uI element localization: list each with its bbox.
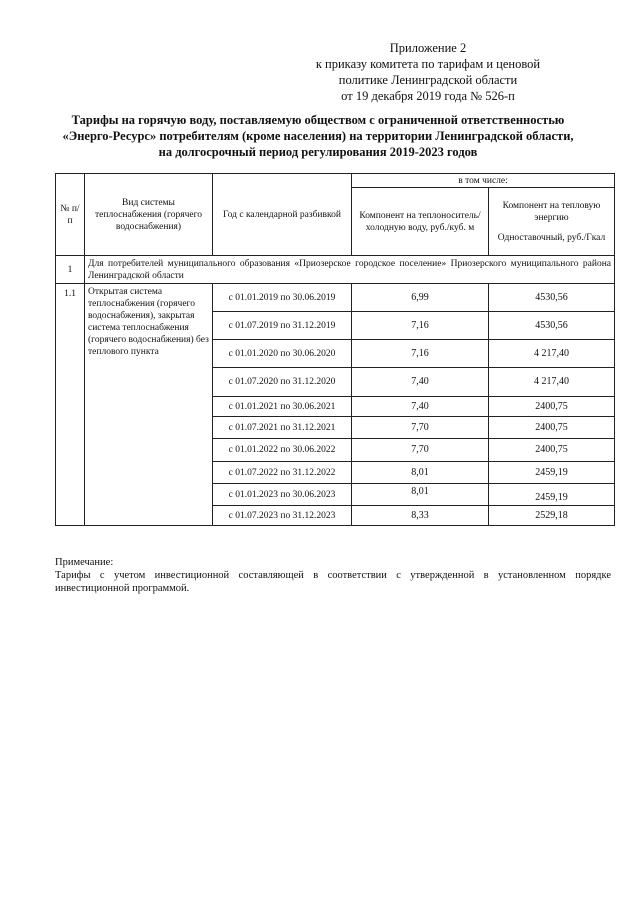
appendix-line: Приложение 2 <box>389 41 467 55</box>
energy-value: 4 217,40 <box>489 368 615 397</box>
header-energy-subtitle: Одноставочный, руб./Гкал <box>497 232 606 243</box>
energy-value: 4530,56 <box>489 284 615 312</box>
carrier-value: 8,01 <box>352 462 489 484</box>
period-cell: с 01.07.2021 по 31.12.2021 <box>213 417 352 439</box>
energy-value: 4530,56 <box>489 312 615 340</box>
energy-value: 2459,19 <box>489 484 615 506</box>
energy-value: 2400,75 <box>489 439 615 462</box>
period-cell: с 01.07.2023 по 31.12.2023 <box>213 506 352 526</box>
title-line: Тарифы на горячую воду, поставляемую обществом с ограниченной ответственностью <box>71 113 565 127</box>
header-system-type: Вид системы теплоснабжения (горячего водоснабжения) <box>85 174 213 256</box>
subgroup-system-type: Открытая система теплоснабжения (горячего водоснабжения), закрытая система теплоснабжения (горячего водоснабжения) без теплового пункта <box>85 284 213 526</box>
header-row <box>56 174 615 188</box>
period-cell: с 01.01.2023 по 30.06.2023 <box>213 484 352 506</box>
appendix-line: политике Ленинградской области <box>338 73 518 87</box>
carrier-value: 6,99 <box>352 284 489 312</box>
note-section <box>55 556 611 595</box>
header-energy-title: Компонент на тепловую энергию <box>502 200 601 223</box>
document-title <box>40 112 596 160</box>
period-cell: с 01.01.2020 по 30.06.2020 <box>213 340 352 368</box>
carrier-value: 7,40 <box>352 397 489 417</box>
carrier-value: 7,70 <box>352 417 489 439</box>
carrier-value: 7,16 <box>352 312 489 340</box>
title-line: «Энерго-Ресурс» потребителям (кроме населения) на территории Ленинградской области, <box>62 129 574 143</box>
header-energy-component <box>489 188 615 256</box>
carrier-value: 7,40 <box>352 368 489 397</box>
appendix-line: к приказу комитета по тарифам и ценовой <box>315 57 541 71</box>
period-cell: с 01.01.2022 по 30.06.2022 <box>213 439 352 462</box>
header-num: № п/п <box>56 174 85 256</box>
energy-value: 4 217,40 <box>489 340 615 368</box>
subgroup-num: 1.1 <box>56 284 85 526</box>
title-line: на долгосрочный период регулирования 2019-2023 годов <box>158 145 478 159</box>
period-cell: с 01.01.2019 по 30.06.2019 <box>213 284 352 312</box>
carrier-value: 7,16 <box>352 340 489 368</box>
carrier-value: 8,01 <box>352 484 489 506</box>
group-row <box>56 256 615 284</box>
energy-value: 2400,75 <box>489 417 615 439</box>
group-description: Для потребителей муниципального образования «Приозерское городское поселение» Приозерского муниципального района Ленинградской области <box>85 256 615 284</box>
period-cell: с 01.07.2019 по 31.12.2019 <box>213 312 352 340</box>
appendix-line: от 19 декабря 2019 года № 526-п <box>341 89 515 103</box>
carrier-value: 8,33 <box>352 506 489 526</box>
appendix-header <box>278 40 578 104</box>
note-text: Тарифы с учетом инвестиционной составляющей в соответствии с утвержденной в установленном порядке инвестиционной программой. <box>55 570 611 594</box>
period-cell: с 01.07.2022 по 31.12.2022 <box>213 462 352 484</box>
energy-value: 2529,18 <box>489 506 615 526</box>
tariff-table <box>55 173 615 526</box>
table-row <box>56 284 615 312</box>
header-including: в том числе: <box>352 174 615 188</box>
group-num: 1 <box>56 256 85 284</box>
carrier-value: 7,70 <box>352 439 489 462</box>
header-year: Год с календарной разбивкой <box>213 174 352 256</box>
energy-value: 2459,19 <box>489 462 615 484</box>
note-label: Примечание: <box>55 557 114 568</box>
header-carrier-component: Компонент на теплоноситель/холодную воду, руб./куб. м <box>352 188 489 256</box>
period-cell: с 01.07.2020 по 31.12.2020 <box>213 368 352 397</box>
period-cell: с 01.01.2021 по 30.06.2021 <box>213 397 352 417</box>
energy-value: 2400,75 <box>489 397 615 417</box>
